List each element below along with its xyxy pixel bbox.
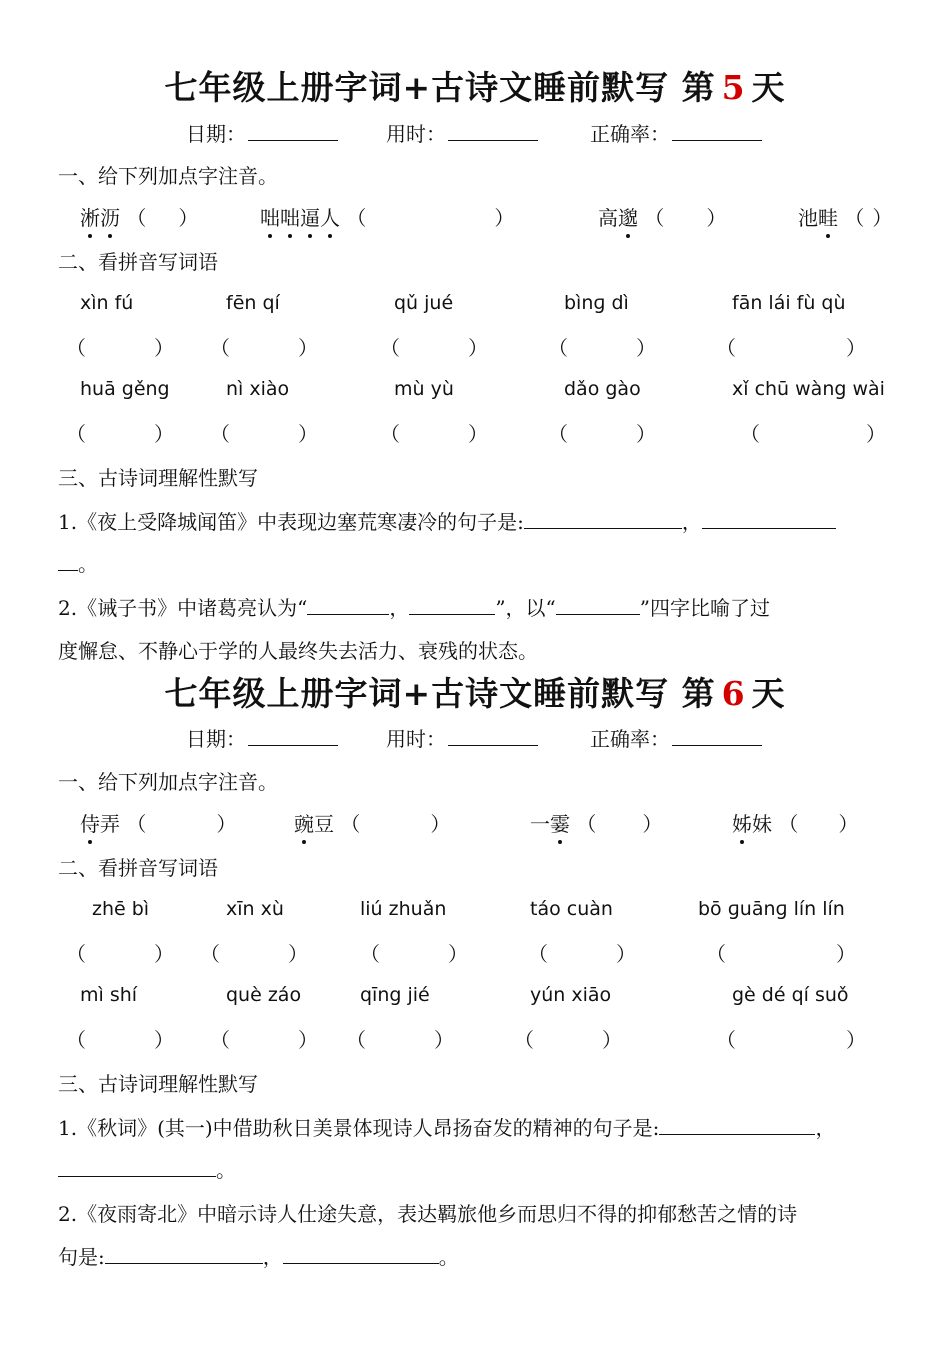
pinyin-prompt: fān lái fù qù (732, 292, 846, 314)
answer-blank[interactable]: （ ） (740, 422, 886, 446)
pinyin-prompt: dǎo gào (564, 378, 641, 400)
day5-section-2-heading: 二、看拼音写词语 (58, 250, 218, 274)
answer-blank[interactable]: （ ） (210, 1028, 318, 1052)
day6-phonetic-item[interactable]: 一霎 （ ） (530, 808, 662, 837)
day6-question-2-cont: 句是: ， 。 (58, 1245, 459, 1269)
day6-number: 6 (721, 674, 746, 713)
day5-phonetic-item[interactable]: 咄咄逼人 （ ） (260, 202, 514, 231)
day6-phonetic-item[interactable]: 姊妹 （ ） (732, 808, 858, 837)
answer-line[interactable] (409, 596, 495, 615)
answer-line[interactable] (105, 1245, 263, 1264)
answer-blank[interactable]: （ ） (548, 336, 656, 360)
answer-line[interactable] (283, 1245, 439, 1264)
answer-blank[interactable]: （ ） (210, 422, 318, 446)
answer-blank[interactable]: （ ） (528, 942, 636, 966)
day5-title: 七年级上册字词+古诗文睡前默写 第 5 天 (164, 68, 786, 107)
day5-date-field[interactable]: 日期： (186, 118, 338, 147)
day6-question-1: 1.《秋词》(其一)中借助秋日美景体现诗人昂扬奋发的精神的句子是: ， (58, 1116, 836, 1140)
pinyin-prompt: yún xiāo (530, 984, 612, 1006)
day6-time-field[interactable]: 用时： (386, 723, 538, 752)
answer-line[interactable] (659, 1116, 815, 1135)
answer-blank[interactable]: （ ） (716, 336, 866, 360)
answer-blank[interactable]: （ ） (210, 336, 318, 360)
day5-section-3-heading: 三、古诗词理解性默写 (58, 466, 258, 490)
day6-date-field[interactable]: 日期： (186, 723, 338, 752)
day5-question-2-cont: 度懈怠、不静心于学的人最终失去活力、衰残的状态。 (58, 639, 538, 663)
pinyin-prompt: xìn fú (80, 292, 134, 314)
day5-phonetic-item[interactable]: 高邈 （ ） (598, 202, 726, 231)
day6-accuracy-field[interactable]: 正确率： (590, 723, 762, 752)
day5-time-field[interactable]: 用时： (386, 118, 538, 147)
day5-accuracy-field[interactable]: 正确率： (590, 118, 762, 147)
pinyin-prompt: qīng jié (360, 984, 430, 1006)
pinyin-prompt: qǔ jué (394, 292, 454, 314)
answer-blank[interactable]: （ ） (346, 1028, 454, 1052)
pinyin-prompt: bìnɡ dì (564, 292, 629, 314)
answer-blank[interactable]: （ ） (66, 1028, 174, 1052)
day5-phonetic-item[interactable]: 池畦 （ ） (798, 202, 892, 231)
day6-phonetic-item[interactable]: 侍弄 （ ） (80, 808, 236, 837)
pinyin-prompt: fēn qí (226, 292, 280, 314)
answer-line[interactable] (524, 510, 682, 529)
answer-blank[interactable]: （ ） (66, 942, 174, 966)
answer-line[interactable] (58, 552, 78, 571)
pinyin-prompt: huā gěng (80, 378, 170, 400)
day5-number: 5 (721, 68, 746, 107)
day6-question-1-cont: 。 (58, 1154, 236, 1183)
day5-question-1-cont: 。 (58, 548, 98, 577)
answer-blank[interactable]: （ ） (200, 942, 308, 966)
pinyin-prompt: xǐ chū wàng wài (732, 378, 885, 400)
pinyin-prompt: nì xiào (226, 378, 290, 400)
answer-blank[interactable]: （ ） (548, 422, 656, 446)
day5-phonetic-item[interactable]: 淅沥 （ ） (80, 202, 198, 231)
pinyin-prompt: gè dé qí suǒ (732, 984, 849, 1006)
day6-question-2: 2.《夜雨寄北》中暗示诗人仕途失意，表达羁旅他乡而思归不得的抑郁愁苦之情的诗 (58, 1202, 798, 1226)
pinyin-prompt: mì shí (80, 984, 138, 1006)
day5-section-1-heading: 一、给下列加点字注音。 (58, 164, 278, 188)
day6-title: 七年级上册字词+古诗文睡前默写 第 6 天 (164, 674, 786, 713)
pinyin-prompt: táo cuàn (530, 898, 613, 920)
answer-line[interactable] (58, 1158, 216, 1177)
answer-blank[interactable]: （ ） (380, 336, 488, 360)
day6-section-2-heading: 二、看拼音写词语 (58, 856, 218, 880)
day5-question-1: 1.《夜上受降城闻笛》中表现边塞荒寒凄冷的句子是: ， (58, 506, 836, 535)
answer-blank[interactable]: （ ） (380, 422, 488, 446)
answer-line[interactable] (702, 510, 836, 529)
answer-blank[interactable]: （ ） (66, 336, 174, 360)
answer-line[interactable] (307, 596, 389, 615)
pinyin-prompt: zhē bì (92, 898, 150, 920)
answer-blank[interactable]: （ ） (716, 1028, 866, 1052)
answer-line[interactable] (556, 596, 640, 615)
day6-section-1-heading: 一、给下列加点字注音。 (58, 770, 278, 794)
pinyin-prompt: què záo (226, 984, 302, 1006)
day5-question-2: 2.《诫子书》中诸葛亮认为“ ， ”，以“ ”四字比喻了过 (58, 596, 770, 620)
answer-blank[interactable]: （ ） (66, 422, 174, 446)
answer-blank[interactable]: （ ） (706, 942, 856, 966)
answer-blank[interactable]: （ ） (360, 942, 468, 966)
day6-section-3-heading: 三、古诗词理解性默写 (58, 1072, 258, 1096)
pinyin-prompt: bō ɡuānɡ lín lín (698, 898, 845, 920)
pinyin-prompt: mù yù (394, 378, 454, 400)
day6-phonetic-item[interactable]: 豌豆 （ ） (294, 808, 450, 837)
pinyin-prompt: liú zhuǎn (360, 898, 447, 920)
answer-blank[interactable]: （ ） (514, 1028, 622, 1052)
pinyin-prompt: xīn xù (226, 898, 284, 920)
